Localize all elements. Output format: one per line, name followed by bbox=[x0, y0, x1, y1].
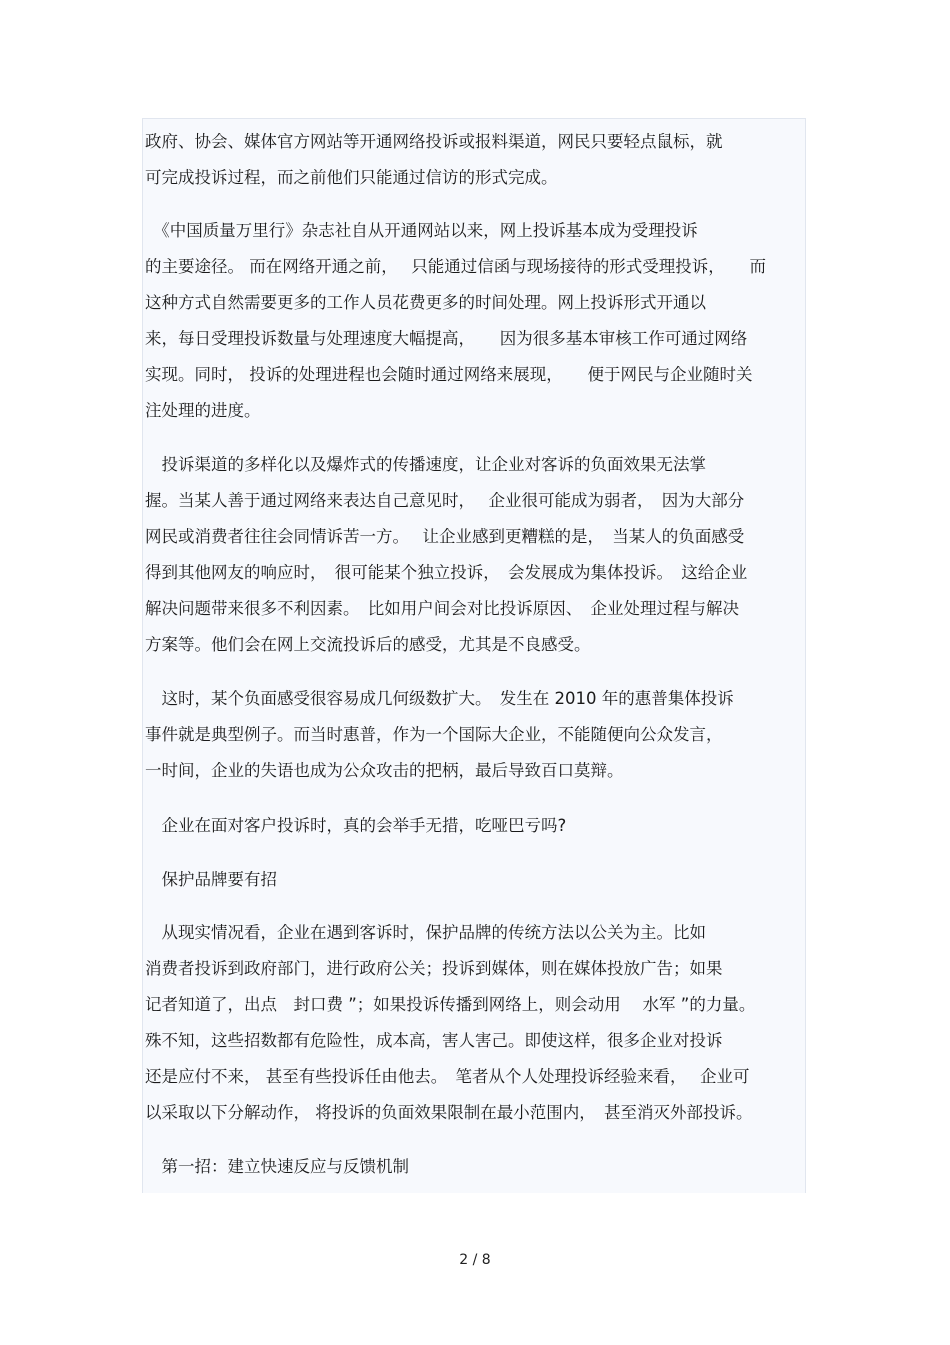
text-line: 还是应付不来， 甚至有些投诉任由他去。 笔者从个人处理投诉经验来看， 企业可 bbox=[145, 1067, 750, 1086]
section-heading: 第一招：建立快速反应与反馈机制 bbox=[145, 1157, 409, 1176]
text-line: 网民或消费者往往会同情诉苦一方。 让企业感到更糟糕的是， 当某人的负面感受 bbox=[145, 527, 745, 546]
text-line: 这时，某个负面感受很容易成几何级数扩大。 发生在 2010 年的惠普集体投诉 bbox=[145, 689, 734, 708]
text-line: 从现实情况看，企业在遇到客诉时，保护品牌的传统方法以公关为主。比如 bbox=[145, 923, 706, 942]
text-line: 的主要途径。 而在网络开通之前， 只能通过信函与现场接待的形式受理投诉， 而 bbox=[145, 257, 766, 276]
text-line: 这种方式自然需要更多的工作人员花费更多的时间处理。网上投诉形式开通以 bbox=[145, 293, 706, 312]
text-line: 实现。同时， 投诉的处理进程也会随时通过网络来展现， 便于网民与企业随时关 bbox=[145, 365, 753, 384]
text-line: 解决问题带来很多不利因素。 比如用户间会对比投诉原因、 企业处理过程与解决 bbox=[145, 599, 739, 618]
text-line: 消费者投诉到政府部门，进行政府公关；投诉到媒体，则在媒体投放广告；如果 bbox=[145, 959, 723, 978]
text-line: 握。当某人善于通过网络来表达自己意见时， 企业很可能成为弱者， 因为大部分 bbox=[145, 491, 745, 510]
text-line: 注处理的进度。 bbox=[145, 401, 261, 420]
text-line: 企业在面对客户投诉时，真的会举手无措，吃哑巴亏吗? bbox=[145, 816, 567, 835]
text-line: 政府、协会、媒体官方网站等开通网络投诉或报料渠道，网民只要轻点鼠标，就 bbox=[145, 132, 723, 151]
text-line: 记者知道了，出点 封口费 ”；如果投诉传播到网络上，则会动用 水军 ”的力量。 bbox=[145, 995, 756, 1014]
text-line: 得到其他网友的响应时， 很可能某个独立投诉， 会发展成为集体投诉。 这给企业 bbox=[145, 563, 748, 582]
text-line: 一时间，企业的失语也成为公众攻击的把柄，最后导致百口莫辩。 bbox=[145, 761, 624, 780]
page-indicator: 2 / 8 bbox=[459, 1252, 491, 1268]
text-line: 可完成投诉过程，而之前他们只能通过信访的形式完成。 bbox=[145, 168, 558, 187]
text-line: 殊不知，这些招数都有危险性，成本高，害人害己。即使这样，很多企业对投诉 bbox=[145, 1031, 723, 1050]
text-line: 方案等。他们会在网上交流投诉后的感受，尤其是不良感受。 bbox=[145, 635, 591, 654]
text-line: 以采取以下分解动作， 将投诉的负面效果限制在最小范围内， 甚至消灭外部投诉。 bbox=[145, 1103, 753, 1122]
subheading: 保护品牌要有招 bbox=[145, 870, 277, 889]
text-line: 事件就是典型例子。而当时惠普，作为一个国际大企业，不能随便向公众发言， bbox=[145, 725, 723, 744]
text-line: 来，每日受理投诉数量与处理速度大幅提高， 因为很多基本审核工作可通过网络 bbox=[145, 329, 748, 348]
text-line: 《中国质量万里行》杂志社自从开通网站以来，网上投诉基本成为受理投诉 bbox=[145, 221, 698, 240]
text-line: 投诉渠道的多样化以及爆炸式的传播速度，让企业对客诉的负面效果无法掌 bbox=[145, 455, 706, 474]
